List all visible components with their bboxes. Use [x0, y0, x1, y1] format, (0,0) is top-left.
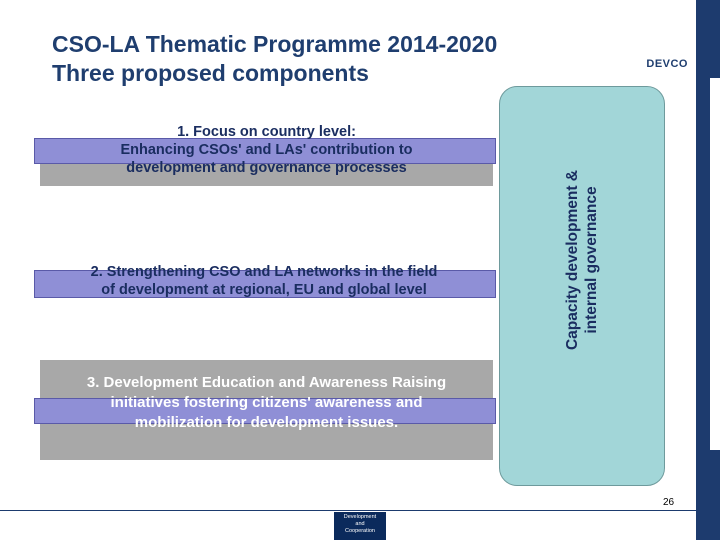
component-2-line-2: of development at regional, EU and global level [101, 282, 427, 298]
capacity-line-1: Capacity development & [564, 169, 581, 351]
component-1-line-2: Enhancing CSOs' and LAs' contribution to [120, 142, 413, 158]
component-1-text [40, 123, 493, 177]
component-3-line-1: 3. Development Education and Awareness Raising [86, 374, 447, 391]
component-1-line-1: 1. Focus on country level: [177, 124, 356, 140]
component-2-text [36, 263, 492, 299]
component-3-text [40, 373, 493, 433]
devco-logo: DEVCO [646, 58, 688, 70]
capacity-line-2: internal governance [583, 186, 600, 334]
component-2-line-1: 2. Strengthening CSO and LA networks in the field [90, 264, 438, 280]
title-line-1: CSO-LA Thematic Programme 2014-2020 [52, 31, 498, 57]
component-3-line-3: mobilization for development issues. [134, 414, 399, 431]
title-line-2: Three proposed components [52, 60, 369, 86]
footer-logo-line-2: and [355, 521, 365, 527]
footer-logo-line-1: Development [343, 514, 377, 520]
page-number: 26 [663, 497, 675, 508]
footer-logo [334, 512, 386, 540]
right-band-cutout [710, 78, 720, 450]
footer-logo-line-3: Cooperation [345, 528, 375, 534]
component-3-line-2: initiatives fostering citizens' awareness and [110, 394, 423, 411]
slide-title [52, 30, 497, 88]
footer-rule [0, 510, 696, 511]
capacity-panel-label [563, 110, 601, 410]
component-1-line-3: development and governance processes [126, 160, 407, 176]
